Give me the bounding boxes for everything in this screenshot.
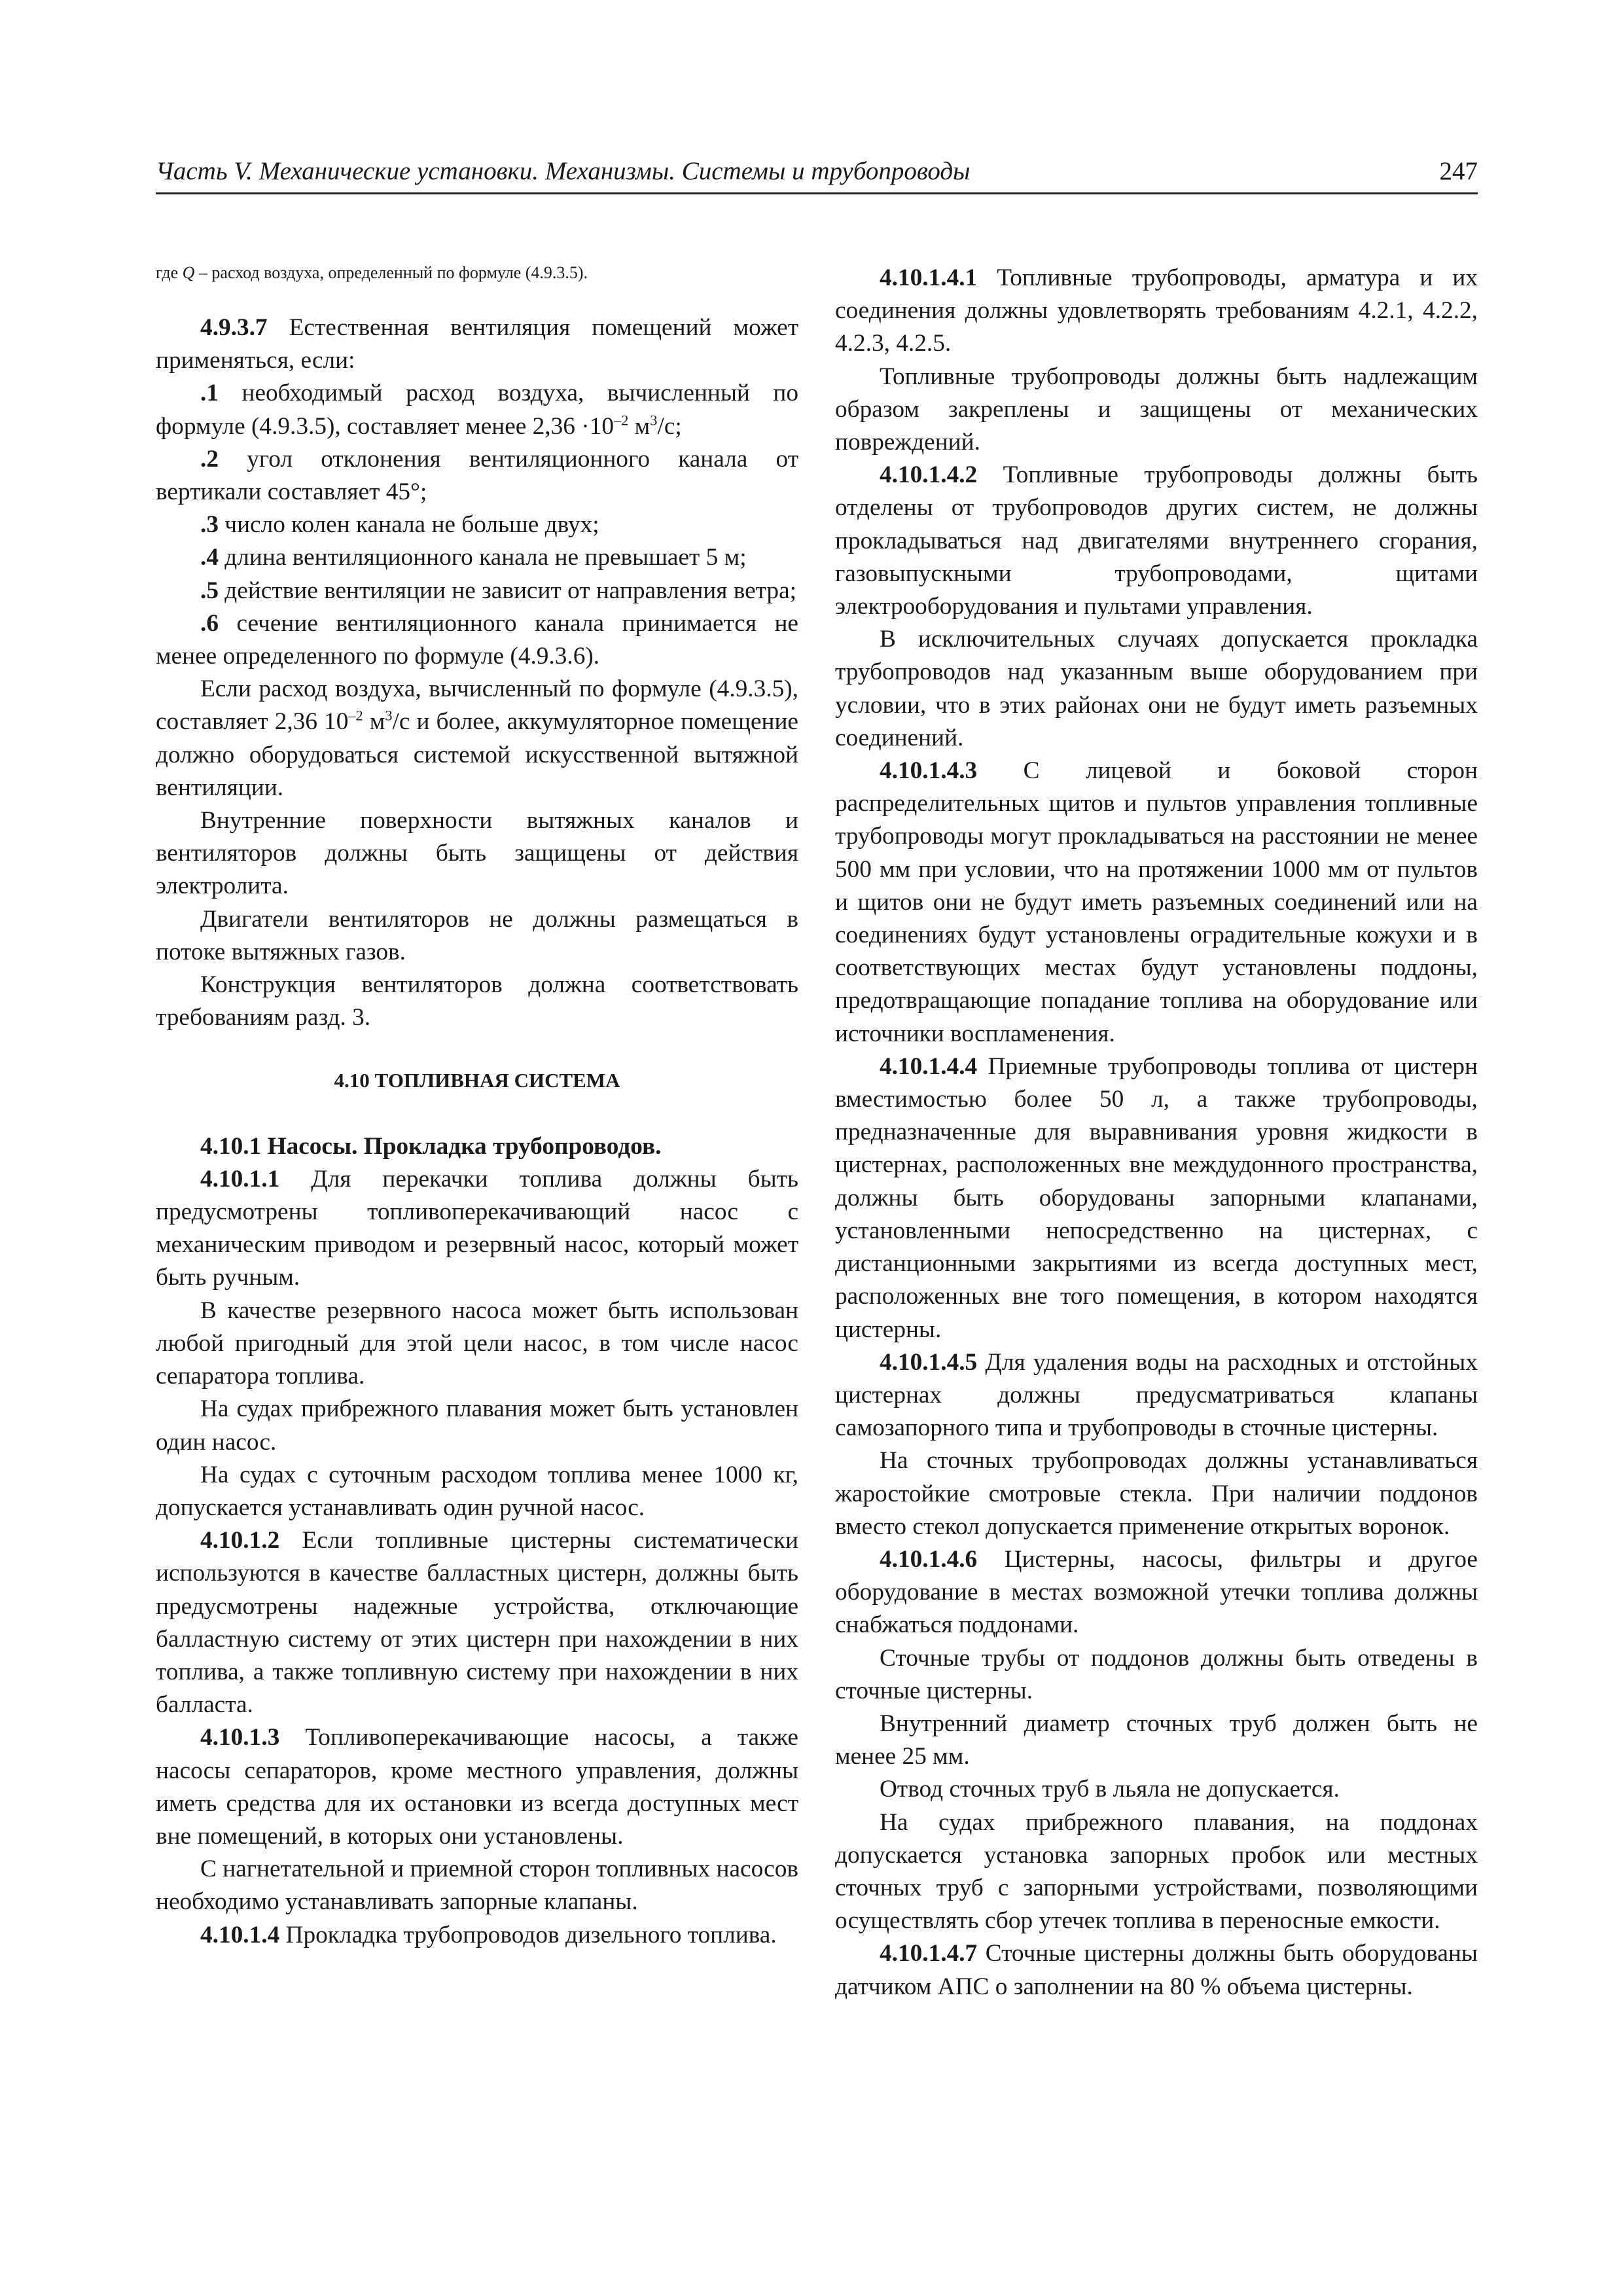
right-column xyxy=(835,262,1478,2003)
paragraph-4-10-1-4-2 xyxy=(835,459,1478,623)
paragraph-4-10-1-4-7 xyxy=(835,1937,1478,2003)
item-text: длина вентиляционного канала не превышает 5 м; xyxy=(218,544,747,571)
clause-number: 4.10.1.1 xyxy=(200,1165,280,1193)
subsection-heading: 4.10.1 Насосы. Прокладка трубопроводов. xyxy=(200,1132,662,1160)
paragraph-reserve-pump: В качестве резервного насоса может быть использован любой пригодный для этой цели насос, в том числе насос сепаратора топлива. xyxy=(156,1297,798,1390)
list-item-5 xyxy=(156,575,798,607)
paragraph-4-10-1-4 xyxy=(156,1919,798,1952)
item-number: .2 xyxy=(200,445,219,473)
item-number: .3 xyxy=(200,511,219,539)
paragraph-motors: Двигатели вентиляторов не должны размещаться в потоке вытяжных газов. xyxy=(156,905,798,965)
list-item-4 xyxy=(156,541,798,574)
clause-text: Топливные трубопроводы, арматура и их соединения должны удовлетворять требованиям 4.2.1, 4.2.2, 4.2.3, 4.2.5. xyxy=(835,264,1478,357)
paragraph-4-10-1-4-1 xyxy=(835,262,1478,361)
clause-number: 4.10.1.3 xyxy=(200,1724,280,1751)
unit-text: /с; xyxy=(657,412,682,440)
list-item-3 xyxy=(156,509,798,541)
clause-text: Для перекачки топлива должны быть предусмотрены топливоперекачивающий насос с механическим приводом и резервный насос, который может быть ручным. xyxy=(156,1165,798,1291)
paragraph-text: /с и более, аккумуляторное помещение должно оборудоваться системой искусственной вытяжной вентиляции. xyxy=(156,708,798,801)
clause-number: 4.10.1.4.4 xyxy=(880,1052,978,1080)
clause-text: Для удаления воды на расходных и отстойных цистернах должны предусматриваться клапаны самозапорного типа и трубопроводы в сточные цистерны. xyxy=(835,1348,1478,1442)
paragraph-sight-glasses: На сточных трубопроводах должны устанавливаться жаростойкие смотровые стекла. При наличии поддонов вместо стекол допускается применение открытых воронок. xyxy=(835,1447,1478,1540)
paragraph-4-10-1-4-6 xyxy=(835,1543,1478,1642)
running-header xyxy=(156,156,1478,194)
item-text: действие вентиляции не зависит от направления ветра; xyxy=(218,577,796,604)
item-text: сечение вентиляционного канала принимается не менее определенного по формуле (4.9.3.6). xyxy=(156,609,798,670)
item-number: .5 xyxy=(200,577,219,604)
header-title: Часть V. Механические установки. Механизмы. Системы и трубопроводы xyxy=(156,157,971,185)
unit-text: м xyxy=(628,412,651,440)
paragraph-bilge-drain: Отвод сточных труб в льяла не допускается. xyxy=(880,1776,1340,1803)
paragraph-coastal-drip-trays: На судах прибрежного плавания, на поддонах допускается установка запорных пробок или местных сточных труб с запорными устройствами, позволяющими осуществлять сбор утечек топлива в переносные емкости. xyxy=(835,1808,1478,1935)
clause-number: 4.10.1.4 xyxy=(200,1921,280,1948)
paragraph-4-10-1-3 xyxy=(156,1721,798,1853)
exponent: –2 xyxy=(613,412,629,429)
clause-text: Прокладка трубопроводов дизельного топлива. xyxy=(279,1921,777,1948)
exponent: –2 xyxy=(348,708,363,725)
clause-number: 4.10.1.4.2 xyxy=(880,461,978,489)
paragraph-exceptional-cases: В исключительных случаях допускается прокладка трубопроводов над указанным выше оборудованием при условии, что в этих районах они не будут иметь разъемных соединений. xyxy=(835,626,1478,751)
exponent: 3 xyxy=(650,412,658,429)
item-number: .1 xyxy=(200,380,219,407)
list-item-2 xyxy=(156,443,798,509)
clause-number: 4.10.1.4.6 xyxy=(880,1545,978,1573)
item-text: необходимый расход воздуха, вычисленный по формуле (4.9.3.5), составляет менее 2,36 ·10 xyxy=(156,380,798,440)
paragraph-4-9-3-7 xyxy=(156,312,798,377)
paragraph-text: Если расход воздуха, вычисленный по формуле (4.9.3.5), составляет 2,36 10 xyxy=(156,675,798,736)
paragraph-daily-consumption: На судах с суточным расходом топлива менее 1000 кг, допускается устанавливать один ручной насос. xyxy=(156,1461,798,1521)
clause-number: 4.9.3.7 xyxy=(200,314,268,341)
paragraph-air-flow xyxy=(156,673,798,804)
clause-text: Цистерны, насосы, фильтры и другое оборудование в местах возможной утечки топлива должны снабжаться поддонами. xyxy=(835,1545,1478,1639)
clause-text: С лицевой и боковой сторон распределительных щитов и пультов управления топливные трубопроводы могут прокладываться на расстоянии не менее 500 мм при условии, что на протяжении 1000 мм от пультов и щитов они не будут иметь разъемных соединений или на соединениях будут установлены оградительные кожухи и в соответствующих местах будут установлены поддоны, предотвращающие попадание топлива на оборудование или источники воспламенения. xyxy=(835,757,1478,1047)
paragraph-drain-diameter: Внутренний диаметр сточных труб должен быть не менее 25 мм. xyxy=(835,1710,1478,1770)
section-heading: 4.10 ТОПЛИВНАЯ СИСТЕМА xyxy=(334,1069,620,1092)
paragraph-drain-pipes: Сточные трубы от поддонов должны быть отведены в сточные цистерны. xyxy=(835,1644,1478,1704)
note-prefix: где xyxy=(156,263,183,282)
paragraph-4-10-1-4-4 xyxy=(835,1050,1478,1346)
paragraph-4-10-1-4-5 xyxy=(835,1346,1478,1445)
clause-text: Топливоперекачивающие насосы, а также насосы сепараторов, кроме местного управления, должны иметь средства для их остановки из всегда доступных мест вне помещений, в которых они установлены. xyxy=(156,1724,798,1850)
clause-text: Если топливные цистерны систематически используются в качестве балластных цистерн, должны быть предусмотрены надежные устройства, отключающие балластную систему от этих цистерн при нахождении в них топлива, а также топливную систему при нахождении в них балласта. xyxy=(156,1527,798,1719)
paragraph-coastal-ships: На судах прибрежного плавания может быть установлен один насос. xyxy=(156,1395,798,1456)
paragraph-4-10-1-4-3 xyxy=(835,755,1478,1050)
clause-text: Сточные цистерны должны быть оборудованы датчиком АПС о заполнении на 80 % объема цистерны. xyxy=(835,1940,1478,2000)
left-column xyxy=(156,262,798,1952)
note-variable: Q xyxy=(182,263,195,282)
clause-number: 4.10.1.4.5 xyxy=(880,1348,978,1376)
clause-text: Естественная вентиляция помещений может применяться, если: xyxy=(156,314,798,374)
unit-text: м xyxy=(363,708,385,736)
clause-number: 4.10.1.4.3 xyxy=(880,757,978,785)
item-number: .4 xyxy=(200,544,219,571)
paragraph-4-10-1-2 xyxy=(156,1524,798,1721)
exponent: 3 xyxy=(385,708,393,725)
item-number: .6 xyxy=(200,609,219,637)
clause-number: 4.10.1.4.7 xyxy=(880,1940,978,1967)
note-text: – расход воздуха, определенный по формуле (4.9.3.5). xyxy=(194,263,588,282)
paragraph-shutoff-valves: С нагнетательной и приемной сторон топливных насосов необходимо устанавливать запорные клапаны. xyxy=(156,1856,798,1916)
list-item-1 xyxy=(156,377,798,442)
clause-text: Приемные трубопроводы топлива от цистерн вместимостью более 50 л, а также трубопроводы, предназначенные для выравнивания уровня жидкости в цистернах, расположенных вне междудонного пространства, должны быть оборудованы запорными клапанами, установленными непосредственно на цистернах, с дистанционными закрытиями из всегда доступных мест, расположенных вне того помещения, в котором находятся цистерны. xyxy=(835,1052,1478,1343)
formula-note xyxy=(156,262,798,284)
clause-number: 4.10.1.4.1 xyxy=(880,264,978,291)
item-text: угол отклонения вентиляционного канала от вертикали составляет 45°; xyxy=(156,445,798,506)
clause-text: Топливные трубопроводы должны быть отделены от трубопроводов других систем, не должны прокладываться над двигателями внутреннего сгорания, газовыпускными трубопроводами, щитами электрооборудования и пультами управления. xyxy=(835,461,1478,620)
paragraph-fan-design: Конструкция вентиляторов должна соответствовать требованиям разд. 3. xyxy=(156,971,798,1031)
page-number: 247 xyxy=(1439,157,1478,185)
item-text: число колен канала не больше двух; xyxy=(218,511,599,539)
paragraph-surfaces: Внутренние поверхности вытяжных каналов и вентиляторов должны быть защищены от действия электролита. xyxy=(156,807,798,900)
list-item-6 xyxy=(156,607,798,673)
paragraph-4-10-1-1 xyxy=(156,1163,798,1295)
paragraph-pipe-fixing: Топливные трубопроводы должны быть надлежащим образом закреплены и защищены от механических повреждений. xyxy=(835,363,1478,456)
clause-number: 4.10.1.2 xyxy=(200,1527,280,1554)
